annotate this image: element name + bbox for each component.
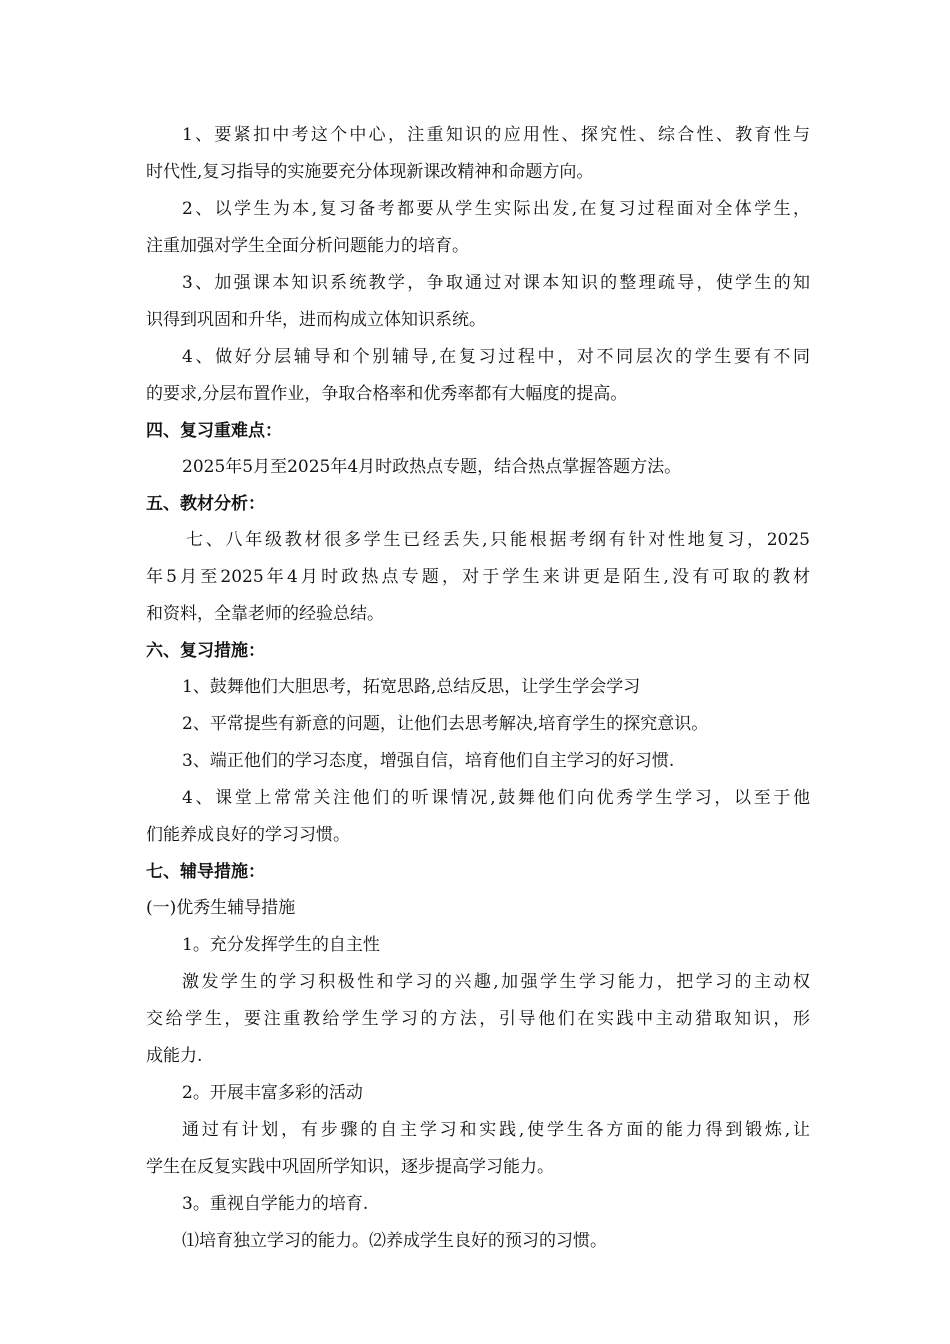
paragraph-1-line-1: 1、要紧扣中考这个中心，注重知识的应用性、探究性、综合性、教育性与 (182, 125, 810, 145)
section-6-item-3: 3、端正他们的学习态度，增强自信，培育他们自主学习的好习惯. (182, 751, 675, 771)
section-6-item-1: 1、鼓舞他们大胆思考，拓宽思路,总结反思，让学生学会学习 (182, 677, 641, 697)
paragraph-4-line-1: 4、做好分层辅导和个别辅导,在复习过程中，对不同层次的学生要有不同 (182, 347, 810, 367)
section-7-heading: 七、辅导措施： (146, 862, 265, 882)
paragraph-2-line-1: 2、以学生为本,复习备考都要从学生实际出发,在复习过程面对全体学生， (182, 199, 810, 219)
section-4-heading: 四、复习重难点： (146, 421, 282, 441)
section-5-line-2: 年5月至2025年4月时政热点专题，对于学生来讲更是陌生,没有可取的教材 (146, 567, 810, 587)
paragraph-1-line-2: 时代性,复习指导的实施要充分体现新课改精神和命题方向。 (146, 162, 594, 182)
section-6-item-4-line-1: 4、课堂上常常关注他们的听课情况,鼓舞他们向优秀学生学习，以至于他 (182, 788, 810, 808)
section-4-text: 2025年5月至2025年4月时政热点专题，结合热点掌握答题方法。 (182, 457, 682, 477)
point-3-line-1: ⑴培育独立学习的能力。⑵养成学生良好的预习的习惯。 (182, 1231, 607, 1251)
point-1-title: 1。充分发挥学生的自主性 (182, 935, 380, 955)
section-5-line-3: 和资料，全靠老师的经验总结。 (146, 604, 384, 624)
point-1-line-1: 激发学生的学习积极性和学习的兴趣,加强学生学习能力，把学习的主动权 (182, 972, 810, 992)
section-6-item-4-line-2: 们能养成良好的学习习惯。 (146, 825, 350, 845)
point-2-line-2: 学生在反复实践中巩固所学知识，逐步提高学习能力。 (146, 1157, 554, 1177)
section-6-heading: 六、复习措施： (146, 641, 265, 661)
section-5-line-1: 七、八年级教材很多学生已经丢失,只能根据考纲有针对性地复习，2025 (186, 530, 810, 550)
section-6-item-2: 2、平常提些有新意的问题，让他们去思考解决,培育学生的探究意识。 (182, 714, 709, 734)
section-7-subheading: (一)优秀生辅导措施 (146, 898, 296, 918)
section-5-heading: 五、教材分析： (146, 494, 265, 514)
point-1-line-3: 成能力. (146, 1046, 203, 1066)
point-2-line-1: 通过有计划，有步骤的自主学习和实践,使学生各方面的能力得到锻炼,让 (182, 1120, 810, 1140)
paragraph-3-line-2: 识得到巩固和升华，进而构成立体知识系统。 (146, 310, 486, 330)
paragraph-2-line-2: 注重加强对学生全面分析问题能力的培育。 (146, 236, 469, 256)
document-body (146, 117, 810, 1260)
point-3-title: 3。重视自学能力的培育. (182, 1194, 369, 1214)
paragraph-3-line-1: 3、加强课本知识系统教学，争取通过对课本知识的整理疏导，使学生的知 (182, 273, 810, 293)
point-2-title: 2。开展丰富多彩的活动 (182, 1083, 363, 1103)
point-1-line-2: 交给学生，要注重教给学生学习的方法，引导他们在实践中主动猎取知识，形 (146, 1009, 810, 1029)
paragraph-4-line-2: 的要求,分层布置作业，争取合格率和优秀率都有大幅度的提高。 (146, 384, 628, 404)
